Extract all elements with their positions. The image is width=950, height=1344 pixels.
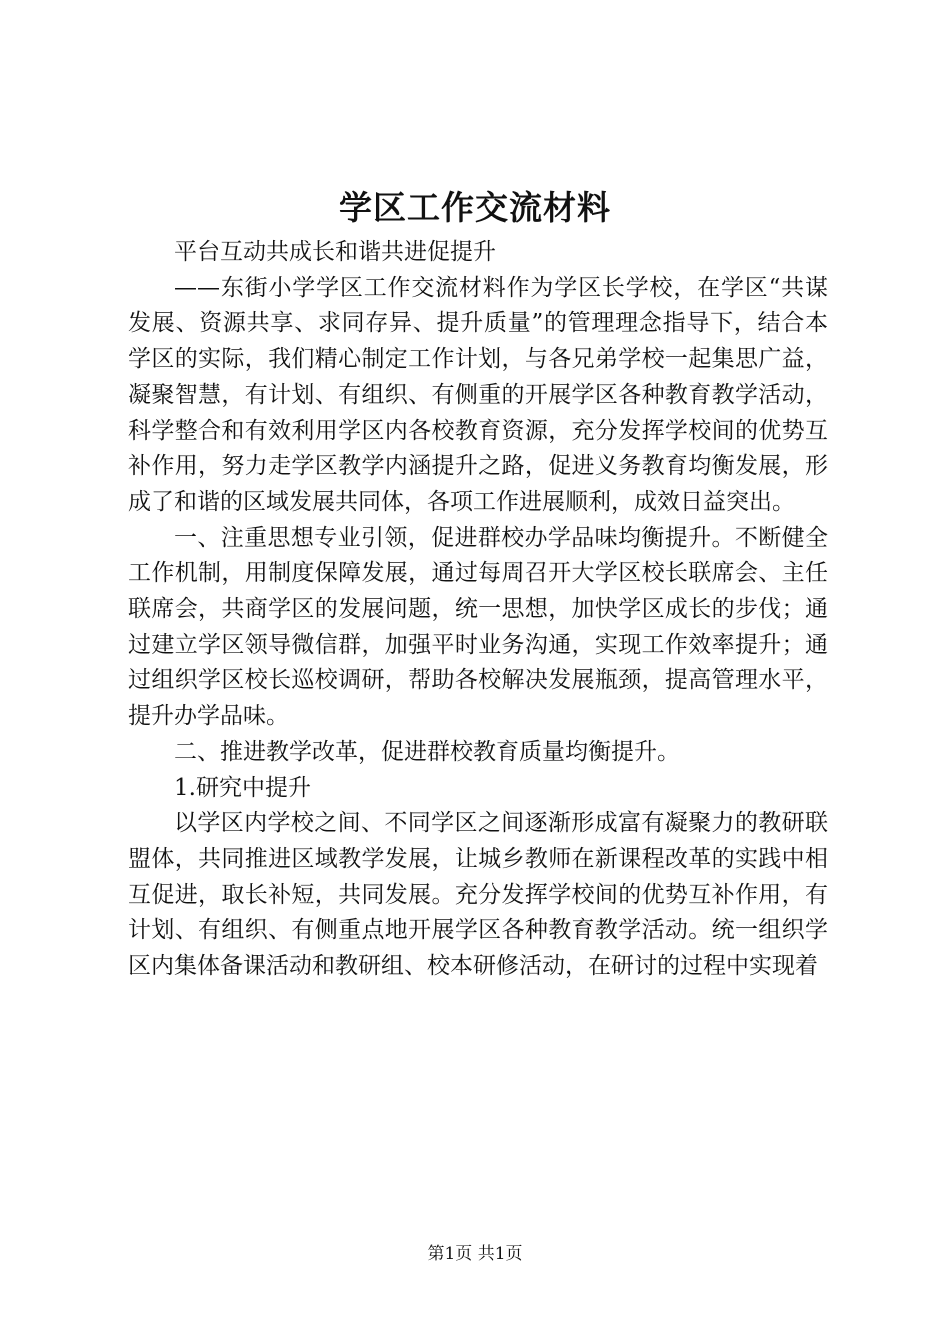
document-title: 学区工作交流材料 xyxy=(339,188,611,227)
research-paragraph: 以学区内学校之间、不同学区之间逐渐形成富有凝聚力的教研联盟体，共同推进区域教学发展，让城乡教师在新课程改革的实践中相互促进，取长补短，共同发展。充分发挥学校间的优势互补作用，有计划、有组织、有侧重点地开展学区各种教育教学活动。统一组织学区内集体备课活动和教研组、校本研修活动，在研讨的过程中实现着 xyxy=(128,810,828,980)
section-two-heading: 二、推进教学改革，促进群校教育质量均衡提升。 xyxy=(174,738,680,765)
intro-paragraph: ——东街小学学区工作交流材料作为学区长学校，在学区“共谋发展、资源共享、求同存异、提升质量”的管理理念指导下，结合本学区的实际，我们精心制定工作计划，与各兄弟学校一起集思广益，凝聚智慧，有计划、有组织、有侧重的开展学区各种教育教学活动，科学整合和有效利用学区内各校教育资源，充分发挥学校间的优势互补作用，努力走学区教学内涵提升之路，促进义务教育均衡发展，形成了和谐的区域发展共同体，各项工作进展顺利，成效日益突出。 xyxy=(128,274,828,515)
subsection-heading: 1.研究中提升 xyxy=(174,774,311,801)
subtitle-paragraph: 平台互动共成长和谐共进促提升 xyxy=(174,239,496,265)
document-body xyxy=(128,235,828,985)
section-one-paragraph: 一、注重思想专业引领，促进群校办学品味均衡提升。不断健全工作机制，用制度保障发展，通过每周召开大学区校长联席会、主任联席会，共商学区的发展问题，统一思想，加快学区成长的步伐；通过建立学区领导微信群，加强平时业务沟通，实现工作效率提升；通过组织学区校长巡校调研，帮助各校解决发展瓶颈，提高管理水平，提升办学品味。 xyxy=(128,524,828,730)
page-number-footer: 第1页 共1页 xyxy=(427,1244,523,1264)
